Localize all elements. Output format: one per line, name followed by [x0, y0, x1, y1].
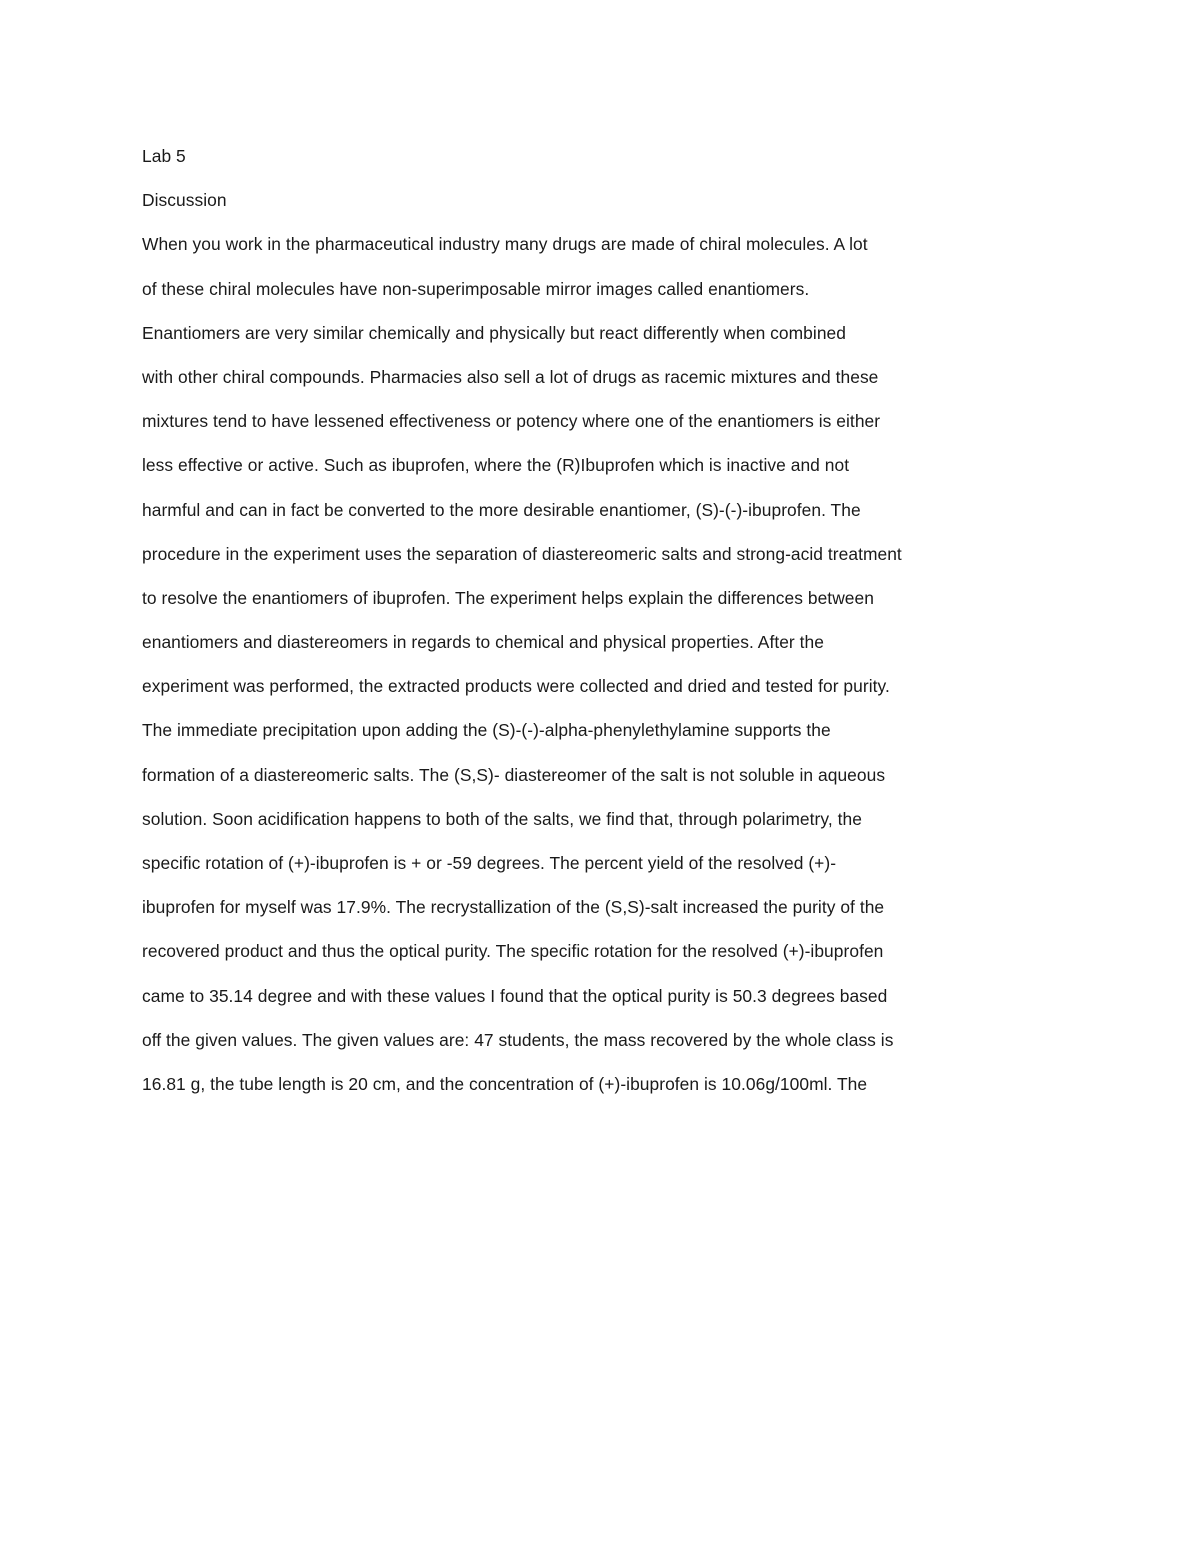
paragraph-line: When you work in the pharmaceutical industry many drugs are made of chiral molecules. A lot — [142, 234, 868, 255]
document-title: Lab 5 — [142, 146, 186, 166]
paragraph-line: of these chiral molecules have non-superimposable mirror images called enantiomers. — [142, 278, 810, 299]
paragraph-line: procedure in the experiment uses the separation of diastereomeric salts and strong-acid treatment — [142, 543, 902, 564]
paragraph-line: harmful and can in fact be converted to the more desirable enantiomer, (S)-(-)-ibuprofen. The — [142, 499, 861, 520]
paragraph-line: less effective or active. Such as ibuprofen, where the (R)Ibuprofen which is inactive and not — [142, 455, 850, 476]
paragraph-line: to resolve the enantiomers of ibuprofen. The experiment helps explain the differences between — [142, 587, 874, 608]
section-heading: Discussion — [142, 190, 227, 211]
document-body — [142, 142, 1042, 1114]
paragraph-line: The immediate precipitation upon adding the (S)-(-)-alpha-phenylethylamine supports the — [142, 720, 831, 741]
paragraph-line: off the given values. The given values are: 47 students, the mass recovered by the whole class is — [142, 1029, 894, 1050]
paragraph-line: recovered product and thus the optical purity. The specific rotation for the resolved (+)-ibuprofen — [142, 941, 884, 962]
paragraph-line: came to 35.14 degree and with these values I found that the optical purity is 50.3 degrees based — [142, 985, 888, 1006]
paragraph-line: mixtures tend to have lessened effectiveness or potency where one of the enantiomers is either — [142, 411, 881, 432]
paragraph-line: Enantiomers are very similar chemically and physically but react differently when combined — [142, 322, 846, 343]
paragraph-line: specific rotation of (+)-ibuprofen is + or -59 degrees. The percent yield of the resolved (+)- — [142, 853, 837, 873]
paragraph-line: experiment was performed, the extracted products were collected and dried and tested for purity. — [142, 676, 890, 697]
paragraph-line: with other chiral compounds. Pharmacies also sell a lot of drugs as racemic mixtures and these — [142, 366, 879, 387]
paragraph-line: 16.81 g, the tube length is 20 cm, and the concentration of (+)-ibuprofen is 10.06g/100ml. The — [142, 1073, 868, 1094]
paragraph-line: ibuprofen for myself was 17.9%. The recrystallization of the (S,S)-salt increased the purity of the — [142, 897, 885, 918]
paragraph-line: formation of a diastereomeric salts. The (S,S)- diastereomer of the salt is not soluble in aqueous — [142, 764, 886, 785]
paragraph-line: enantiomers and diastereomers in regards to chemical and physical properties. After the — [142, 632, 824, 653]
paragraph-line: solution. Soon acidification happens to both of the salts, we find that, through polarimetry, the — [142, 808, 862, 829]
